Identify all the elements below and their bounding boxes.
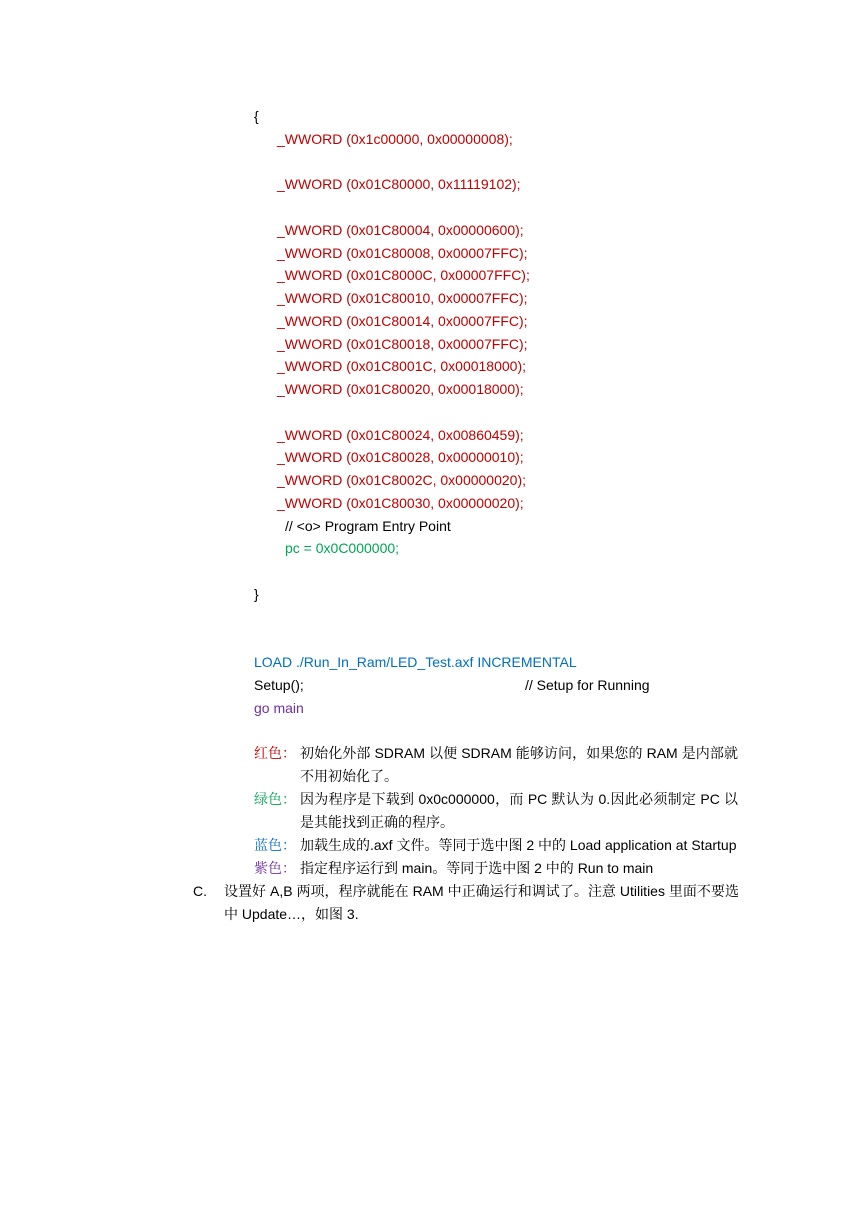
code-line: _WWORD (0x01C80028, 0x00000010); [277,449,524,465]
setup-comment: // Setup for Running [525,677,650,693]
note-green [254,788,738,834]
code-line: _WWORD (0x01C80000, 0x11119102); [277,176,521,192]
code-line: _WWORD (0x01C80024, 0x00860459); [277,427,524,443]
code-line: _WWORD (0x01C8002C, 0x00000020); [277,472,527,488]
code-line: _WWORD (0x01C80004, 0x00000600); [277,222,524,238]
list-item-c [193,880,739,926]
code-line: _WWORD (0x01C80030, 0x00000020); [277,495,524,511]
load-command: LOAD ./Run_In_Ram/LED_Test.axf INCREMENTAL [254,654,577,670]
note-purple-label: 紫色： [254,860,296,876]
note-blue [254,834,738,857]
note-purple-text: 指定程序运行到 main。等同于选中图 2 中的 Run to main [300,860,654,876]
note-purple [254,857,738,880]
setup-call: Setup(); [254,677,304,693]
code-line: _WWORD (0x01C80008, 0x00007FFC); [277,245,528,261]
list-item-text: 设置好 A,B 两项，程序就能在 RAM 中正确运行和调试了。注意 Utilities 里面不要选中 Update…，如图 3. [224,883,739,922]
code-line: _WWORD (0x01C80018, 0x00007FFC); [277,336,528,352]
note-blue-label: 蓝色： [254,837,296,853]
note-red [254,742,738,788]
code-line: _WWORD (0x01C8000C, 0x00007FFC); [277,267,530,283]
note-red-text: 初始化外部 SDRAM 以便 SDRAM 能够访问，如果您的 RAM 是内部就不用初始化了。 [300,745,738,784]
code-line: _WWORD (0x01C80014, 0x00007FFC); [277,313,528,329]
code-comment: // <o> Program Entry Point [285,518,451,534]
code-line: _WWORD (0x01C8001C, 0x00018000); [277,358,527,374]
code-line: _WWORD (0x01C80020, 0x00018000); [277,381,524,397]
note-blue-text: 加载生成的.axf 文件。等同于选中图 2 中的 Load application at Startup [300,837,737,853]
note-green-text: 因为程序是下载到 0x0c000000，而 PC 默认为 0.因此必须制定 PC 以是其能找到正确的程序。 [300,791,738,830]
go-main-command: go main [254,700,304,716]
code-line: _WWORD (0x01C80010, 0x00007FFC); [277,290,528,306]
note-red-label: 红色： [254,745,296,761]
code-line: _WWORD (0x1c00000, 0x00000008); [277,131,513,147]
pc-assignment: pc = 0x0C000000; [285,540,400,556]
note-green-label: 绿色： [254,791,296,807]
close-brace: } [254,586,259,602]
list-marker: C. [193,883,207,899]
open-brace: { [254,108,259,124]
